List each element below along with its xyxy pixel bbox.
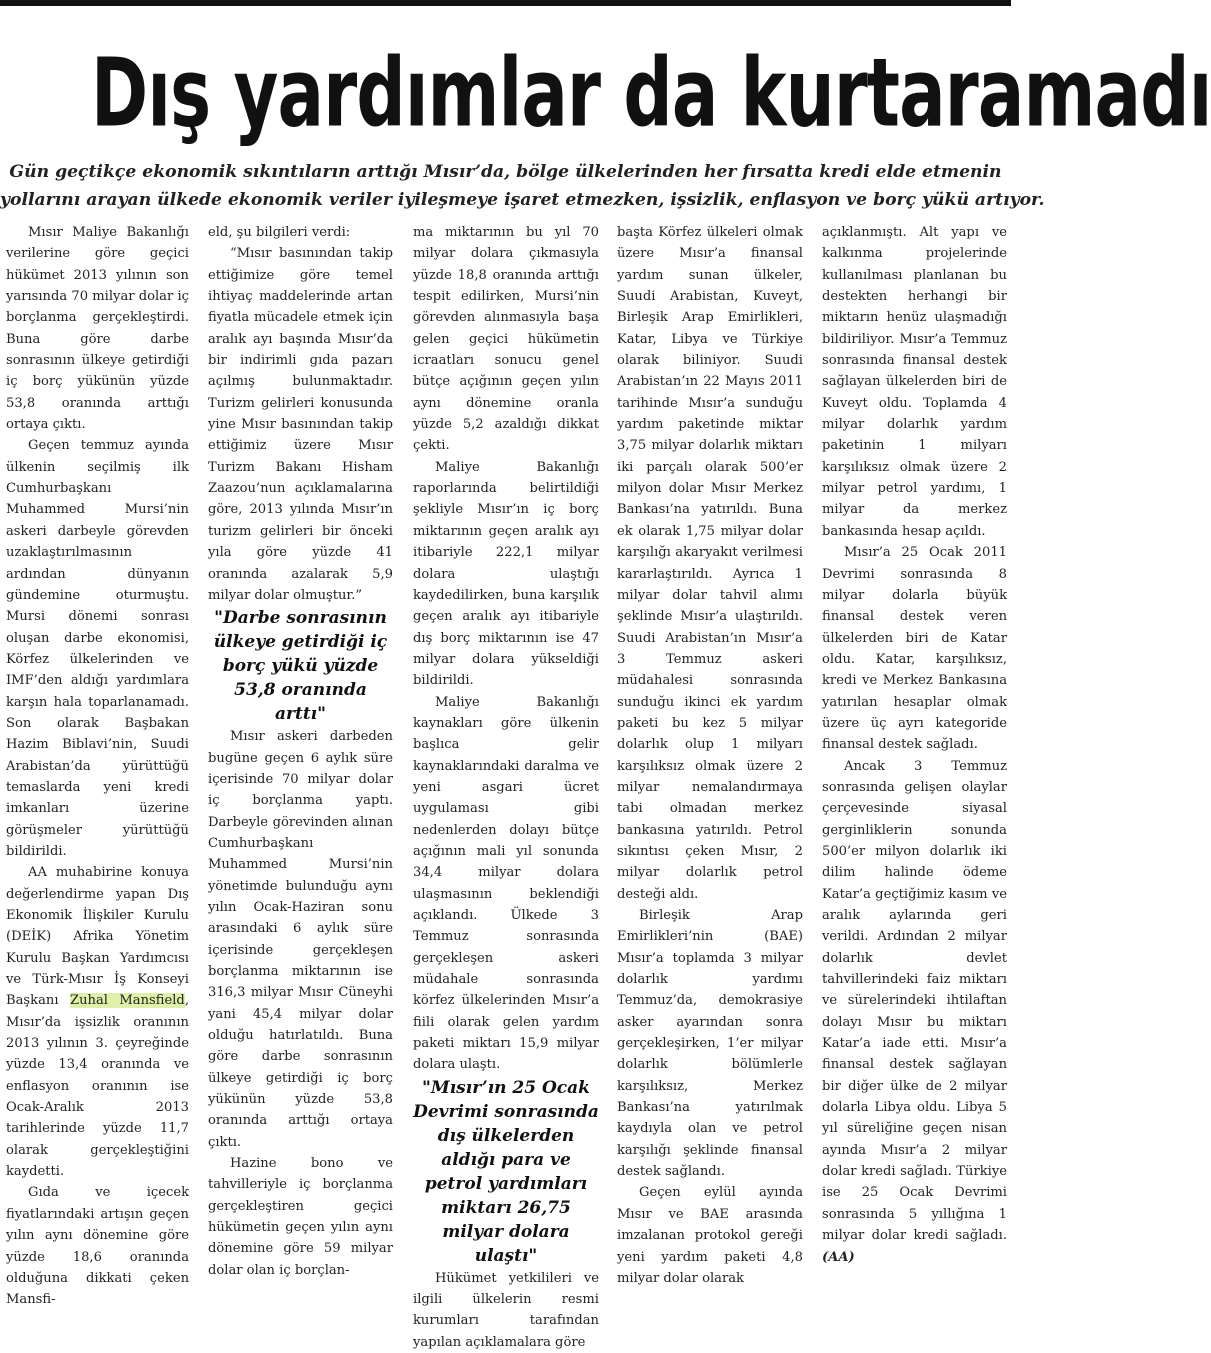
- paragraph: [822, 756, 1007, 1268]
- paragraph: Hazine bono ve tahvilleriyle iç borçlanma gerçekleştiren geçici hükümetin geçen yılın aynı dönemine göre 59 milyar dolar olan iç borçlan-: [208, 1156, 393, 1278]
- source-credit: (AA): [822, 1249, 855, 1265]
- pull-quote: "Mısır’ın 25 Ocak Devrimi sonrasında dış ülkelerden aldığı para ve petrol yardımları miktarı 26,75 milyar dolara ulaştı": [413, 1077, 599, 1266]
- paragraph-text: Ancak 3 Temmuz sonrasında gelişen olaylar çerçevesinde siyasal gerginliklerin sonunda 500’er milyon dolarlık iki dilim halinde ödeme Katar’a geçtiğimiz kasım ve aralık aylarında geri verildi. Ardından 2 milyar dolarlık devlet tahvillerindeki faiz miktarı ve sürelerindeki ihtilaftan dolayı Mısır bu miktarı Katar’a iade etti. Mısır’a finansal destek sağlayan bir diğer ülke de 2 milyar dolarla Libya oldu. Libya 5 yıl süreliğine geçen nisan ayında Mısır’a 2 milyar dolar kredi sağladı. Türkiye ise 25 Ocak Devrimi sonrasında 5 yıllığına 1 milyar dolar kredi sağladı.: [822, 758, 1007, 1244]
- paragraph: Birleşik Arap Emirlikleri’nin (BAE) Mısır’a toplamda 3 milyar dolarlık yardımı Temmuz’da, demokrasiye asker ayarından sonra gerçekleşirken, 1’er milyar dolarlık bölümlerle karşılıksız, Merkez Bankası’na yatırılmak kaydıyla olan ve petrol karşılığı şeklinde finansal destek sağlandı.: [617, 908, 803, 1180]
- paragraph: Mısır askeri darbeden bugüne geçen 6 aylık süre içerisinde 70 milyar dolar iç borçlanma yaptı. Darbeyle görevinden alınan Cumhurbaşkanı Muhammed Mursi’nin yönetimde bulunduğu aynı yılın Ocak-Haziran sonu arasındaki 6 aylık süre içerisinde gerçekleşen borçlanma miktarının ise 316,3 milyar Mısır Cüneyhi yani 45,4 milyar dolar olduğu hatırlatıldı. Buna göre darbe sonrasının ülkeye getirdiği iç borç yükünün yüzde 53,8 oranında arttığı ortaya çıktı.: [208, 729, 393, 1150]
- lead-line-2: yollarını arayan ülkede ekonomik veriler iyileşmeye işaret etmezken, işsizlik, enflasyon ve borç yükü artıyor.: [0, 190, 1045, 210]
- paragraph: eld, şu bilgileri verdi:: [208, 225, 351, 240]
- pull-quote: "Darbe sonrasının ülkeye getirdiği iç borç yükü yüzde 53,8 oranında arttı": [213, 608, 388, 725]
- paragraph: açıklanmıştı. Alt yapı ve kalkınma projelerinde kullanılması planlanan bu destekten herhangi bir miktarın henüz ulaşmadığı bildiriliyor. Mısır’a Temmuz sonrasında finansal destek sağlayan ülkelerden biri de Kuveyt oldu. Toplamda 4 milyar dolarlık yardım paketinin 1 milyarı karşılıksız olmak üzere 2 milyar petrol yardımı, 1 milyar da merkez bankasında hesap açıldı.: [822, 225, 1007, 539]
- paragraph-text: , Mısır’da işsizlik oranının 2013 yılının 3. çeyreğinde yüzde 13,4 oranında ve enflasyon oranının ise Ocak-Aralık 2013 tarihlerinde yüzde 11,7 olarak gerçekleştiğini kaydetti.: [6, 993, 189, 1180]
- paragraph: başta Körfez ülkeleri olmak üzere Mısır’a finansal yardım sunan ülkeler, Suudi Arabistan, Kuveyt, Birleşik Arap Emirlikleri, Katar, Libya ve Türkiye olarak biliniyor. Suudi Arabistan’ın 22 Mayıs 2011 tarihinde Mısır’a sunduğu yardım paketinde miktar 3,75 milyar dolarlık miktarı iki parçalı olarak 500’er milyon dolar Mısır Merkez Bankası’na yatırıldı. Buna ek olarak 1,75 milyar dolar karşılığı akaryakıt verilmesi kararlaştırıldı. Ayrıca 1 milyar dolar tahvil alımı şeklinde Mısır’a ulaştırıldı. Suudi Arabistan’ın Mısır’a 3 Temmuz askeri müdahalesi sonrasında sunduğu ikinci ek yardım paketi bu kez 5 milyar dolarlık olup 1 milyarı karşılıksız olmak üzere 2 milyar nemalandırmaya tabi olmadan merkez bankasına yatırıldı. Petrol sıkıntısı çeken Mısır, 2 milyar dolarlık petrol desteği aldı.: [617, 225, 803, 902]
- paragraph-text: AA muhabirine konuya değerlendirme yapan Dış Ekonomik İlişkiler Kurulu (DEİK) Afrika Yönetim Kurulu Başkan Yardımcısı ve Türk-Mısır İş Konseyi Başkanı: [6, 865, 189, 1009]
- paragraph: Mısır’a 25 Ocak 2011 Devrimi sonrasında 8 milyar dolarla büyük finansal destek veren ülkelerden biri de Katar oldu. Katar, karşılıksız, kredi ve Merkez Bankasına yatırılan hesaplar olmak üzere üç ayrı kategoride finansal destek sağladı.: [822, 545, 1007, 753]
- headline: Dış yardımlar da kurtaramadı: [90, 37, 1211, 148]
- lead-paragraph: [0, 158, 1045, 214]
- paragraph: Maliye Bakanlığı kaynakları göre ülkenin başlıca gelir kaynaklarındaki daralma ve yeni asgari ücret uygulaması gibi nedenlerden dolayı bütçe açığının mali yıl sonunda 34,4 milyar dolara ulaşmasının beklendiği açıklandı. Ülkede 3 Temmuz sonrasında gerçekleşen askeri müdahale sonrasında körfez ülkelerinden Mısır’a fiili olarak gelen yardım paketi miktarı 15,9 milyar dolara ulaştı.: [413, 694, 599, 1073]
- paragraph: Geçen temmuz ayında ülkenin seçilmiş ilk Cumhurbaşkanı Muhammed Mursi’nin askeri darbeyle görevden uzaklaştırılmasının ardından dünyanın gündemine oturmuştu. Mursi dönemi sonrası oluşan darbe ekonomisi, Körfez ülkelerinden ve IMF’den aldığı yardımlara karşın hala toparlanamadı. Son olarak Başbakan Hazim Biblavi’nin, Suudi Arabistan’da yürüttüğü temaslarda yeni kredi imkanları üzerine görüşmeler yürüttüğü bildirildi.: [6, 438, 189, 859]
- paragraph: Geçen eylül ayında Mısır ve BAE arasında imzalanan protokol gereği yeni yardım paketi 4,8 milyar dolar olarak: [617, 1185, 803, 1286]
- lead-line-1: Gün geçtikçe ekonomik sıkıntıların arttığı Mısır’da, bölge ülkelerinden her fırsatta kredi elde etmenin: [9, 162, 1002, 182]
- column-3: [413, 222, 599, 1350]
- paragraph: ma miktarının bu yıl 70 milyar dolara çıkmasıyla yüzde 18,8 oranında arttığı tespit edilirken, Mursi’nin görevden alınmasıyla başa gelen geçici hükümetin icraatları sonucu genel bütçe açığının geçen yılın aynı dönemine oranla yüzde 5,2 azaldığı dikkat çekti.: [413, 225, 599, 454]
- column-4: [617, 222, 803, 1286]
- paragraph: Maliye Bakanlığı raporlarında belirtildiği şekliyle Mısır’ın iç borç miktarının geçen aralık ayı itibariyle 222,1 milyar dolara ulaştığı kaydedilirken, buna karşılık geçen aralık ayı itibariyle dış borç miktarının ise 47 milyar dolara yükseldiği bildirildi.: [413, 459, 599, 689]
- top-rule: [0, 0, 1011, 6]
- paragraph: Hükümet yetkilileri ve ilgili ülkelerin resmi kurumları tarafından yapılan açıklamalara göre: [413, 1270, 599, 1350]
- paragraph: [6, 862, 189, 1182]
- column-1: [6, 222, 189, 1308]
- column-5: [822, 222, 1007, 1265]
- paragraph: “Mısır basınından takip ettiğimize göre temel ihtiyaç maddelerinde artan fiyatla mücadele etmek için aralık ayı başında Mısır’da bir indirimli gıda pazarı açılmış bulunmaktadır. Turizm gelirleri konusunda yine Mısır basınından takip ettiğimiz üzere Mısır Turizm Bakanı Hisham Zaazou’nun açıklamalarına göre, 2013 yılında Mısır’ın turizm gelirleri bir önceki yıla göre yüzde 41 oranında azalarak 5,9 milyar dolar olmuştur.”: [208, 246, 393, 603]
- highlighted-name: Zuhal Mansfield: [69, 993, 185, 1009]
- paragraph: Mısır Maliye Bakanlığı verilerine göre geçici hükümet 2013 yılının son yarısında 70 milyar dolar iç borçlanma gerçekleştirdi. Buna göre darbe sonrasının ülkeye getirdiği iç borç yükünün yüzde 53,8 oranında arttığı ortaya çıktı.: [6, 225, 189, 433]
- paragraph: Gıda ve içecek fiyatlarındaki artışın geçen yılın aynı dönemine göre yüzde 18,6 oranında olduğuna dikkati çeken Mansfi-: [6, 1185, 189, 1308]
- column-2: [208, 222, 393, 1278]
